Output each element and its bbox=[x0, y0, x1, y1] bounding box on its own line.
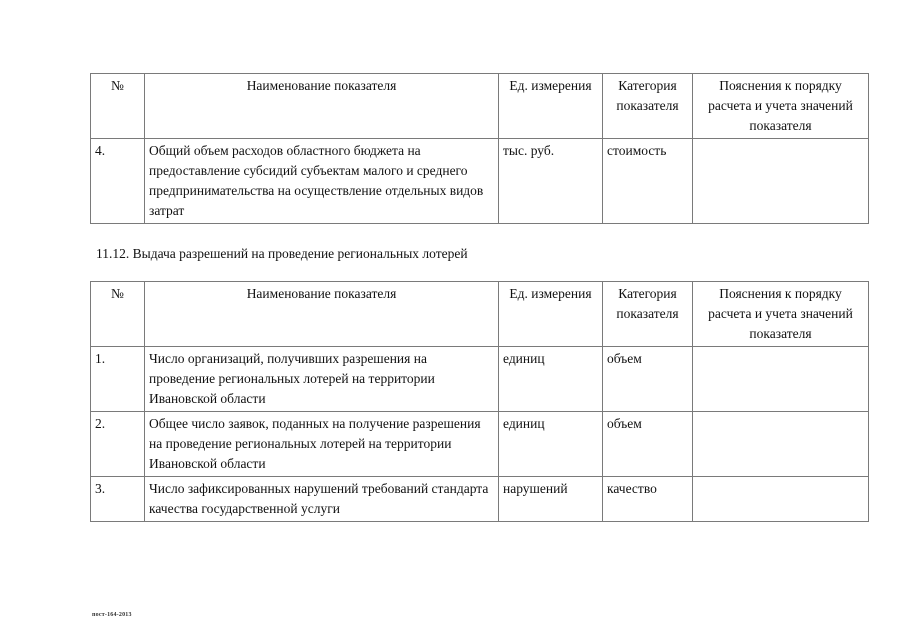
header-unit: Ед. измерения bbox=[499, 74, 603, 139]
row-num: 2. bbox=[91, 412, 145, 477]
row-num: 4. bbox=[91, 139, 145, 224]
table-row bbox=[91, 477, 869, 522]
row-category: объем bbox=[603, 347, 693, 412]
row-unit: единиц bbox=[499, 412, 603, 477]
row-num: 1. bbox=[91, 347, 145, 412]
row-notes bbox=[693, 347, 869, 412]
row-notes bbox=[693, 477, 869, 522]
header-unit: Ед. измерения bbox=[499, 282, 603, 347]
header-num: № bbox=[91, 74, 145, 139]
footer-file-mark: пост-164-2013 bbox=[92, 612, 132, 618]
table-header-row bbox=[91, 282, 869, 347]
row-unit: единиц bbox=[499, 347, 603, 412]
row-unit: нарушений bbox=[499, 477, 603, 522]
row-name: Общий объем расходов областного бюджета на предоставление субсидий субъектам малого и среднего предпринимательства на осуществление отдельных видов затрат bbox=[145, 139, 499, 224]
row-name: Число зафиксированных нарушений требований стандарта качества государственной услуги bbox=[145, 477, 499, 522]
table-header-row bbox=[91, 74, 869, 139]
row-notes bbox=[693, 139, 869, 224]
row-unit: тыс. руб. bbox=[499, 139, 603, 224]
row-num: 3. bbox=[91, 477, 145, 522]
header-notes: Пояснения к порядку расчета и учета значений показателя bbox=[693, 74, 869, 139]
table-row bbox=[91, 347, 869, 412]
row-name: Общее число заявок, поданных на получение разрешения на проведение региональных лотерей на территории Ивановской области bbox=[145, 412, 499, 477]
header-name: Наименование показателя bbox=[145, 74, 499, 139]
header-name: Наименование показателя bbox=[145, 282, 499, 347]
table-row bbox=[91, 412, 869, 477]
row-category: стоимость bbox=[603, 139, 693, 224]
header-category: Категория показателя bbox=[603, 282, 693, 347]
row-category: качество bbox=[603, 477, 693, 522]
section-title: 11.12. Выдача разрешений на проведение региональных лотерей bbox=[96, 246, 468, 261]
table-row bbox=[91, 139, 869, 224]
header-notes: Пояснения к порядку расчета и учета значений показателя bbox=[693, 282, 869, 347]
header-num: № bbox=[91, 282, 145, 347]
indicators-table-2 bbox=[90, 281, 869, 522]
header-category: Категория показателя bbox=[603, 74, 693, 139]
row-notes bbox=[693, 412, 869, 477]
indicators-table-1 bbox=[90, 73, 869, 224]
row-category: объем bbox=[603, 412, 693, 477]
row-name: Число организаций, получивших разрешения на проведение региональных лотерей на территории Ивановской области bbox=[145, 347, 499, 412]
